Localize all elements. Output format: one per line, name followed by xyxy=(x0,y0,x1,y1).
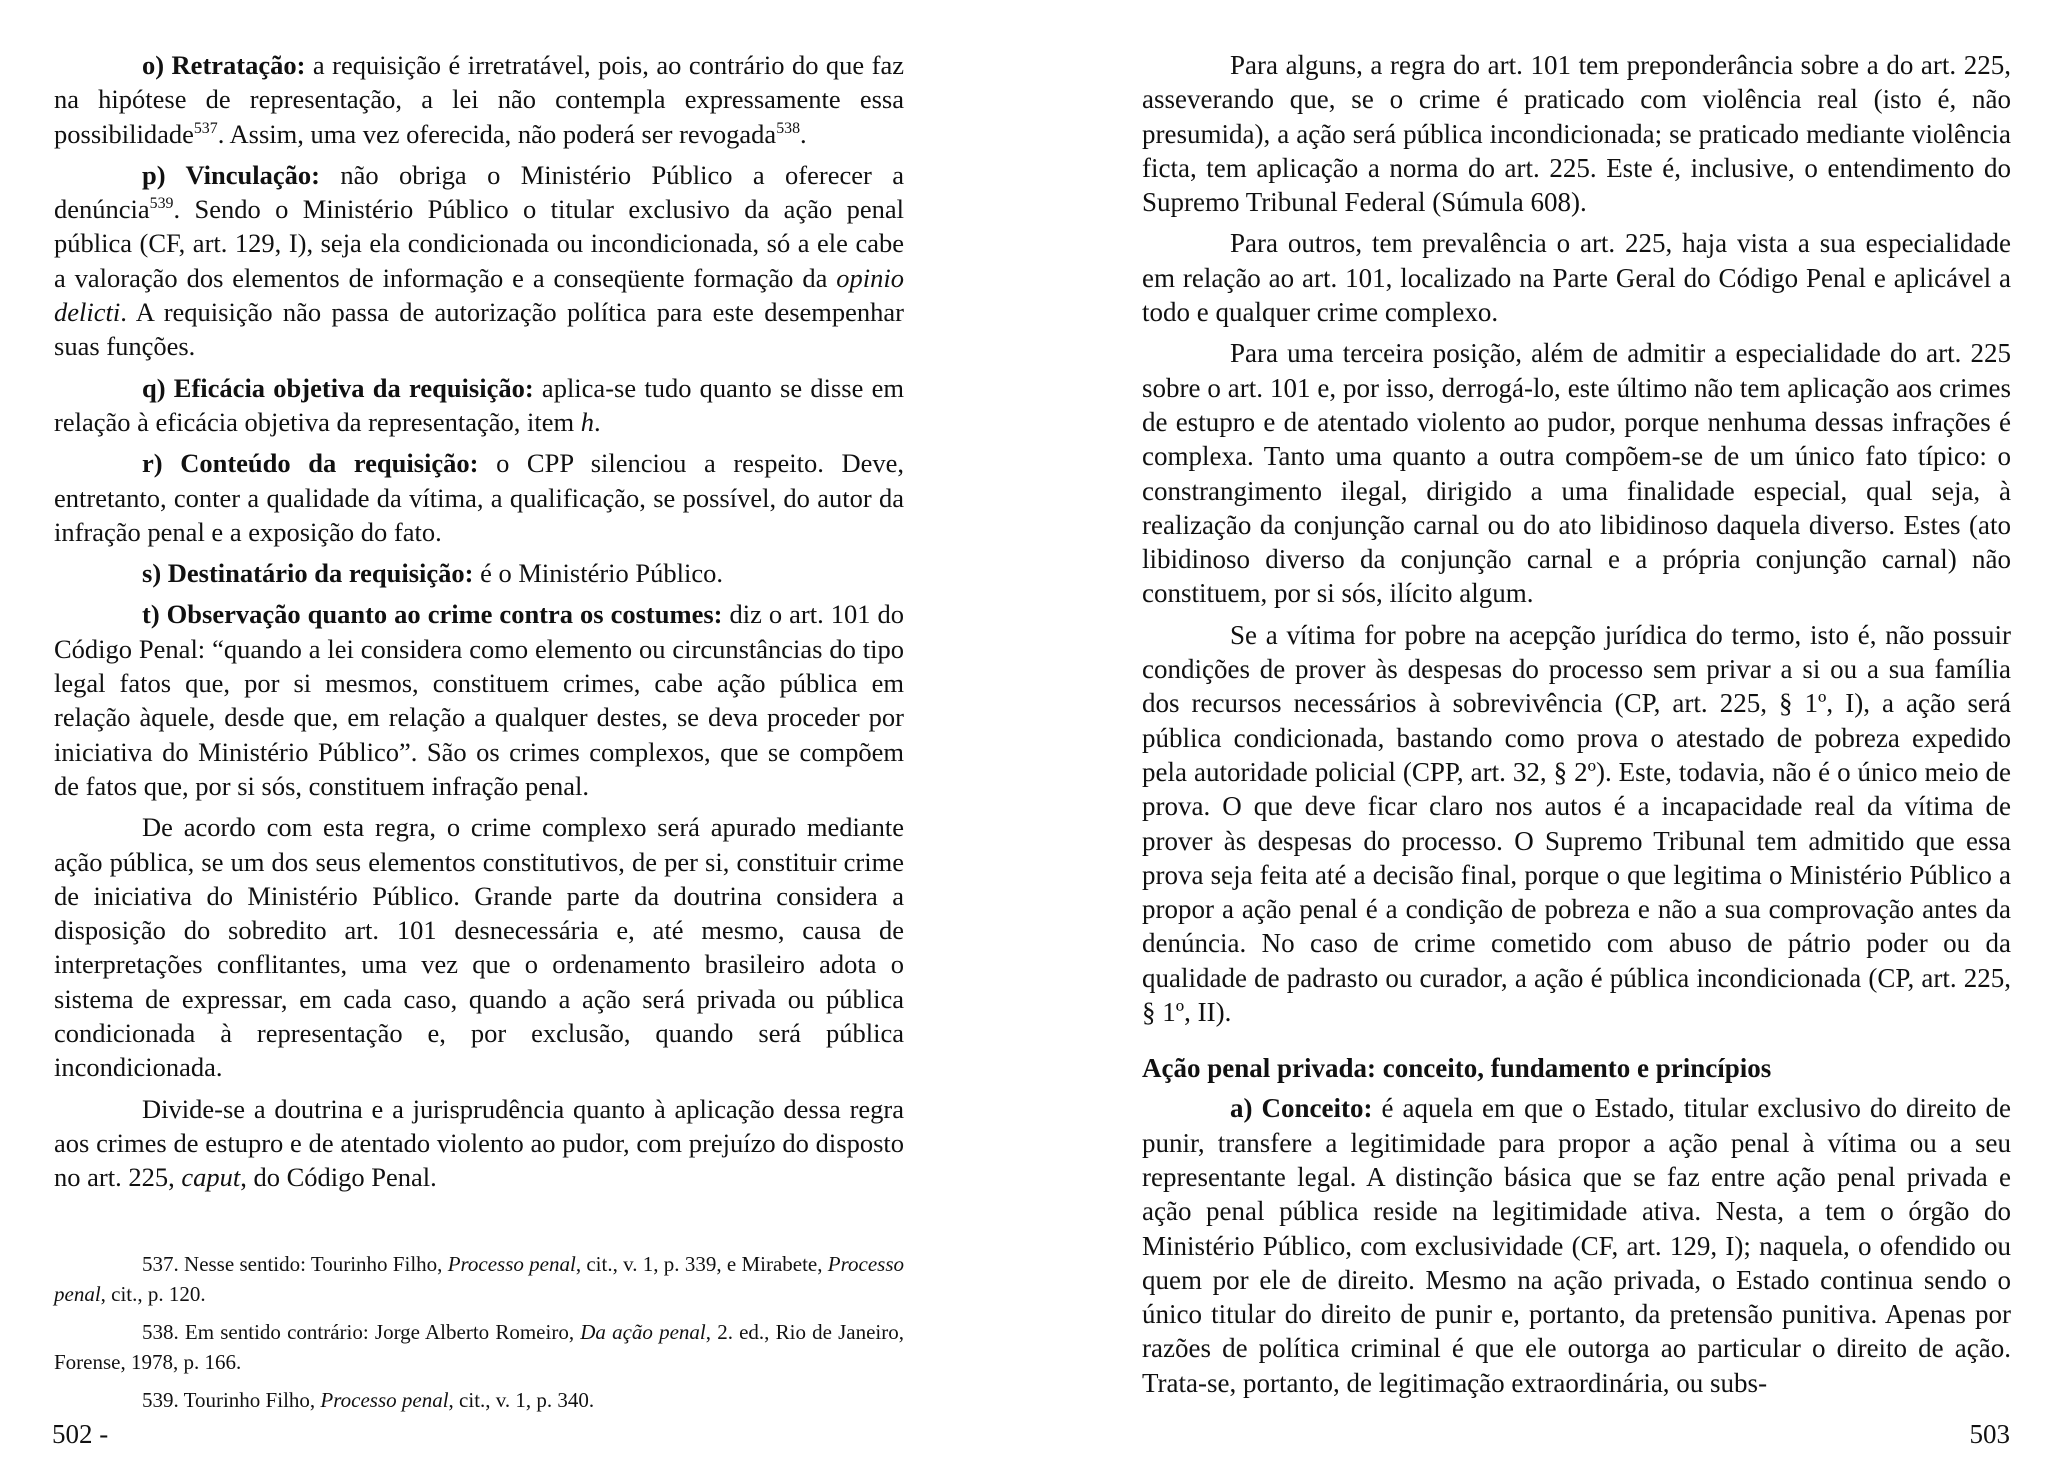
paragraph-text: aplica-se tudo quanto se disse em relação à eficácia objetiva da representação, item xyxy=(54,372,904,437)
footnote-ref-539: 539 xyxy=(149,195,174,213)
footnote-539 xyxy=(54,1385,904,1415)
footnote-538 xyxy=(54,1317,904,1377)
paragraph-regra xyxy=(54,810,904,1084)
paragraph-para-outros xyxy=(1142,226,2011,329)
italic-title: Processo penal xyxy=(447,1251,576,1276)
footnote-537 xyxy=(54,1249,904,1309)
paragraph-text: é o Ministério Público. xyxy=(473,558,724,589)
italic-term: caput xyxy=(181,1162,241,1193)
paragraph-divide xyxy=(54,1092,904,1195)
italic-title: Da ação penal xyxy=(580,1319,706,1344)
paragraph-destinatario xyxy=(54,556,904,590)
footnote-text: 537. Nesse sentido: Tourinho Filho, xyxy=(142,1251,448,1276)
paragraph-text: Divide-se a doutrina e a jurisprudência quanto à aplicação dessa regra aos crimes de estupro e de atentado violento ao pudor, com prejuízo do disposto no art. 225, xyxy=(54,1093,904,1193)
italic-title: Processo penal xyxy=(54,1251,904,1306)
paragraph-text: . A requisição não passa de autorização política para este desempenhar suas funções. xyxy=(54,297,904,362)
paragraph-text: não obriga o Ministério Público a oferecer a denúncia xyxy=(54,159,904,225)
paragraph-text: Se a vítima for pobre na acepção jurídica do termo, isto é, não possuir condições de prover às despesas do processo sem privar a si ou a sua família dos recursos necessários à sobrevivência (CP, art. 225, § 1º, I), a ação será pública condicionada, bastando como prova o atestado de pobreza expedido pela autoridade policial (CPP, art. 32, § 2º). Este, todavia, não é o único meio de prova. O que deve ficar claro nos autos é a incapacidade real da vítima de prover às despesas do processo. O Supremo Tribunal tem admitido que essa prova seja feita até a decisão final, porque o que legitima o Ministério Público a propor a ação penal é a condição de pobreza e não a sua comprovação antes da denúncia. No caso de crime cometido com abuso de pátrio poder ou da qualidade de padrasto ou curador, a ação é pública incondicionada (CP, art. 225, § 1º, II). xyxy=(1142,619,2011,1028)
footnote-text: , cit., v. 1, p. 339, e Mirabete, xyxy=(575,1251,828,1276)
paragraph-lead: a) Conceito: xyxy=(1230,1093,1373,1124)
paragraph-lead: t) Observação quanto ao crime contra os costumes: xyxy=(142,599,723,630)
page-number-left: 502 - xyxy=(52,1419,109,1449)
paragraph-text: . Sendo o Ministério Público o titular exclusivo da ação penal pública (CF, art. 129, I), seja ela condicionada ou incondicionada, só a ele cabe a valoração dos elementos de informação e a conseqüente formação da xyxy=(54,194,904,293)
paragraph-text: . xyxy=(800,118,807,149)
italic-term: opinio delicti xyxy=(54,262,904,328)
paragraph-text: diz o art. 101 do Código Penal: “quando a lei considera como elemento ou circunstâncias do tipo legal fatos que, por si mesmos, constituem crimes, cabe ação pública em relação àquele, desde que, em relação a qualquer destes, se deva proceder por iniciativa do Ministério Público”. São os crimes complexos, que se compõem de fatos que, por si sós, constituem infração penal. xyxy=(54,599,905,801)
italic-term: h xyxy=(580,406,594,437)
section-heading: Ação penal privada: conceito, fundamento e princípios xyxy=(1142,1053,1772,1084)
paragraph-para-alguns xyxy=(1142,48,2011,219)
paragraph-text: Para alguns, a regra do art. 101 tem preponderância sobre a do art. 225, asseverando que, se o crime é praticado com violência real (isto é, não presumida), a ação será pública incondicionada; se praticado mediante violência ficta, tem aplicação a norma do art. 225. Este é, inclusive, o entendimento do Supremo Tribunal Federal (Súmula 608). xyxy=(1142,50,2011,218)
paragraph-conceito xyxy=(1142,1091,2011,1400)
paragraph-observacao xyxy=(54,597,904,803)
footnote-text: , cit., v. 1, p. 340. xyxy=(448,1387,595,1412)
paragraph-text: Para uma terceira posição, além de admitir a especialidade do art. 225 sobre o art. 101 e, por isso, derrogá-lo, este último não tem aplicação aos crimes de estupro e de atentado violento ao pudor, porque nenhuma dessas infrações é complexa. Tanto uma quanto a outra compõem-se de um único fato típico: o constrangimento ilegal, dirigido a uma finalidade especial, qual seja, à realização da conjunção carnal ou do ato libidinoso daquela diverso. Estes (ato libidinoso diverso da conjunção carnal e a própria conjunção carnal) não constituem, por si sós, ilícito algum. xyxy=(1142,338,2011,609)
paragraph-text: De acordo com esta regra, o crime complexo será apurado mediante ação pública, se um dos seus elementos constitutivos, de per si, constituir crime de iniciativa do Ministério Público. Grande parte da doutrina considera a disposição do sobredito art. 101 desnecessária e, até mesmo, causa de interpretações conflitantes, uma vez que o ordenamento brasileiro adota o sistema de expressar, em cada caso, quando a ação será privada ou pública condicionada à representação e, por exclusão, quando será pública incondicionada. xyxy=(54,812,904,1083)
footnote-ref-538: 538 xyxy=(776,119,801,137)
footnote-text: 539. Tourinho Filho, xyxy=(142,1387,321,1412)
paragraph-text: a requisição é irretratável, pois, ao contrário do que faz na hipótese de representação, a lei não contempla expressamente essa possibilidade xyxy=(54,50,904,149)
italic-title: Processo penal xyxy=(320,1387,449,1412)
page-number-right: 503 xyxy=(1969,1419,2010,1449)
paragraph-lead: q) Eficácia objetiva da requisição: xyxy=(142,372,534,403)
paragraph-text: é aquela em que o Estado, titular exclusivo do direito de punir, transfere a legitimidade para propor a ação penal à vítima ou a seu representante legal. A distinção básica que se faz entre ação penal privada e ação penal pública reside na legitimidade ativa. Nesta, a tem o órgão do Ministério Público, com exclusividade (CF, art. 129, I); naquela, o ofendido ou quem por ele de direito. Mesmo na ação privada, o Estado continua sendo o único titular do direito de punir e, portanto, da pretensão punitiva. Apenas por razões de política criminal é que ele outorga ao particular o direito de ação. Trata-se, portanto, de legitimação extraordinária, ou subs- xyxy=(1142,1093,2011,1398)
footnote-ref-537: 537 xyxy=(193,119,218,137)
paragraph-eficacia xyxy=(54,371,904,440)
paragraph-lead: o) Retratação: xyxy=(142,50,306,80)
paragraph-lead: s) Destinatário da requisição: xyxy=(142,558,474,589)
paragraph-retratacao xyxy=(54,48,904,151)
paragraph-vinculacao xyxy=(54,158,904,364)
paragraph-text: o CPP silenciou a respeito. Deve, entretanto, conter a qualidade da vítima, a qualificação, se possível, do autor da infração penal e a exposição do fato. xyxy=(54,448,904,547)
footnote-text: 538. Em sentido contrário: Jorge Alberto Romeiro, xyxy=(142,1319,581,1344)
paragraph-lead: p) Vinculação: xyxy=(142,159,320,190)
paragraph-conteudo xyxy=(54,446,904,549)
right-page xyxy=(1024,0,2048,1472)
paragraph-vitima-pobre xyxy=(1142,618,2011,1030)
footnotes xyxy=(54,1249,904,1415)
paragraph-text: Para outros, tem prevalência o art. 225, haja vista a sua especialidade em relação ao art. 101, localizado na Parte Geral do Código Penal e aplicável a todo e qualquer crime complexo. xyxy=(1142,228,2011,328)
footnote-text: , 2. ed., Rio de Janeiro, Forense, 1978, p. 166. xyxy=(54,1319,905,1374)
paragraph-text: , do Código Penal. xyxy=(240,1162,437,1193)
footnote-text: , cit., p. 120. xyxy=(100,1281,206,1306)
paragraph-terceira-posicao xyxy=(1142,336,2011,610)
paragraph-text: . xyxy=(593,406,601,437)
paragraph-text: . Assim, uma vez oferecida, não poderá ser revogada xyxy=(217,118,777,149)
paragraph-lead: r) Conteúdo da requisição: xyxy=(142,448,479,479)
